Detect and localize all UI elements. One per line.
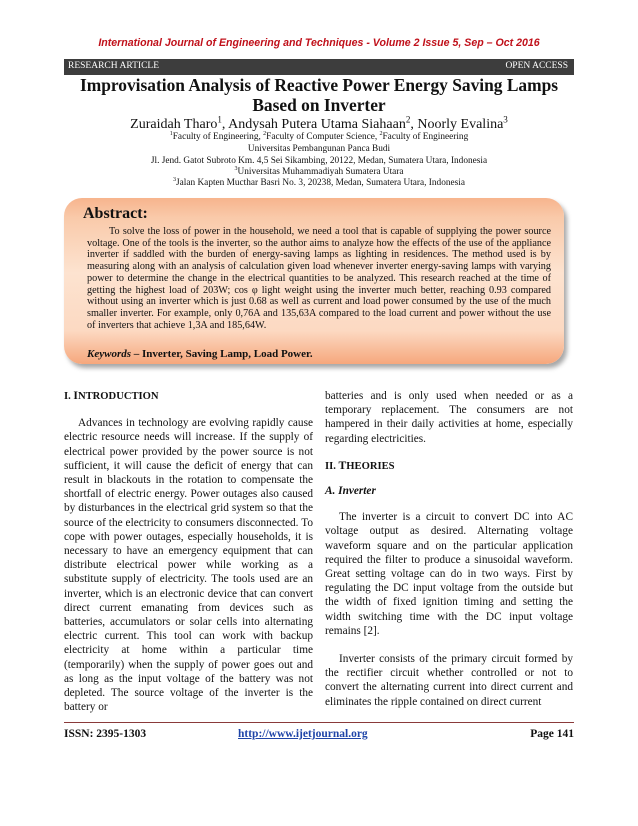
title-line-1: Improvisation Analysis of Reactive Power Energy Saving Lamps <box>79 75 559 95</box>
author-superscript: 3 <box>503 114 508 125</box>
aff-superscript: 1 <box>169 130 173 137</box>
section-initial: T <box>338 458 347 472</box>
aff-text: Universitas Muhammadiyah Sumatera Utara <box>237 167 404 177</box>
section-title-rest: NTRODUCTION <box>77 391 159 402</box>
open-access-label: OPEN ACCESS <box>505 61 568 71</box>
keywords-text: Inverter, Saving Lamp, Load Power. <box>142 348 313 360</box>
aff-text: Jalan Kapten Mucthar Basri No. 3, 20238, Medan, Sumatera Utara, Indonesia <box>176 178 465 188</box>
affiliation-line <box>64 131 574 143</box>
section-heading-introduction <box>64 389 313 404</box>
keywords-label: Keywords <box>87 348 131 360</box>
footer-page-number: Page 141 <box>530 728 574 740</box>
section-heading-theories <box>325 459 573 474</box>
aff-text: Faculty of Engineering, <box>172 132 264 142</box>
section-number: I. <box>64 391 74 402</box>
keywords-line <box>87 348 313 360</box>
title-line-2: Based on Inverter <box>252 95 386 115</box>
affiliation-university: Universitas Pembangunan Panca Budi <box>247 144 391 154</box>
journal-header: International Journal of Engineering and Techniques - Volume 2 Issue 5, Sep – Oct 2016 <box>98 37 540 49</box>
footer-divider <box>64 722 574 723</box>
paper-title <box>64 75 574 115</box>
aff-text: Faculty of Engineering <box>382 132 469 142</box>
subsection-heading-inverter: A. Inverter <box>325 485 376 498</box>
aff-text: Faculty of Computer Science, <box>266 132 380 142</box>
section-title-rest: HEORIES <box>346 460 395 472</box>
footer-issn: ISSN: 2395-1303 <box>64 728 147 740</box>
aff-superscript: 2 <box>379 130 383 137</box>
keywords-separator: – <box>131 348 142 360</box>
left-column <box>64 389 313 714</box>
author-name: Zuraidah Tharo <box>130 117 218 132</box>
abstract-heading: Abstract: <box>83 205 148 222</box>
section-number: II. <box>325 460 339 472</box>
theories-paragraph-2: Inverter consists of the primary circuit formed by the rectifier circuit whether controlled or not to convert the alternating current into direct current and eliminates the ripple contained on direct current <box>325 653 573 708</box>
author-superscript: 2 <box>405 114 411 125</box>
right-column <box>325 389 573 709</box>
intro-continuation: batteries and is only used when needed or as a temporary replacement. The consumers are not hampered in their daily activities at home, especially regarding electricities. <box>325 390 573 445</box>
affiliation-address: Jl. Jend. Gatot Subroto Km. 4,5 Sei Sikambing, 20122, Medan, Sumatera Utara, Indonesia <box>150 156 488 166</box>
affiliation-address-2 <box>64 177 574 189</box>
article-type-label: RESEARCH ARTICLE <box>68 61 160 71</box>
section-initial: I <box>73 389 78 402</box>
author-name: , Noorly Evalina <box>410 117 504 132</box>
aff-superscript: 2 <box>263 130 267 137</box>
abstract-text: To solve the loss of power in the household, we need a tool that is capable of supplying the power source voltage. One of the tools is the inverter, so the author aims to analyze how the effects of the use of the appliance inverter if saddled with the burden of energy-saving lamps as lighting in residences. The method used is by measuring along with an analysis of calculation given load whenever inverter energy-saving lamps with varying power to determine the change in the electrical quantities to be analyzed. This research reached at the time of getting the highest load of 203W; cos φ light weight using the inverter much better, reaching 0.93 compared without using an inverter which is just 0.68 as well as current and load power consumed by the use of the much smaller inverter. For example, only 0,76A and 135,63A compared to the load current and power without the use of inverters that achieve 1,3A and 185,64W. <box>87 226 551 331</box>
author-name: , Andysah Putera Utama Siahaan <box>221 117 406 132</box>
intro-paragraph: Advances in technology are evolving rapidly cause electric resource needs will increase. If the supply of electrical power provided by the power source is not sufficient, it will cause the deficit of energy that can result in blackouts in the rotation to compensate the shortfall of electric energy. Power outages also caused by disturbances in the electrical grid system so that the source of the electricity to consumers disconnected. To cope with power outages, especially households, it is necessary to have an emergency equipment that can distribute electrical power while working as a substitute supply of electricity. The tools used are an inverter, which is an electronic device that can convert direct current emanating from devices such as batteries, accumulators or solar cells into alternating electric current. This tool can work with backup electricity at home within a particular time (temporarily) when the supply of power goes out and as long as the input voltage of the battery was not depleted. The source voltage of the inverter is the battery or <box>64 417 313 714</box>
aff-superscript: 3 <box>173 176 177 183</box>
theories-paragraph-1: The inverter is a circuit to convert DC into AC voltage output as desired. Alternating voltage waveform square and on the particular application required the filter to produce a sinusoidal waveform. Great setting voltage can do in two ways. First by regulating the DC input voltage from the outside but the width of fixed ignition timing and setting the width switching time with the DC input voltage remains [2]. <box>325 511 573 637</box>
footer-journal-link[interactable]: http://www.ijetjournal.org <box>238 728 368 740</box>
aff-superscript: 3 <box>234 165 238 172</box>
article-type-bar <box>64 59 574 75</box>
author-superscript: 1 <box>217 114 222 125</box>
